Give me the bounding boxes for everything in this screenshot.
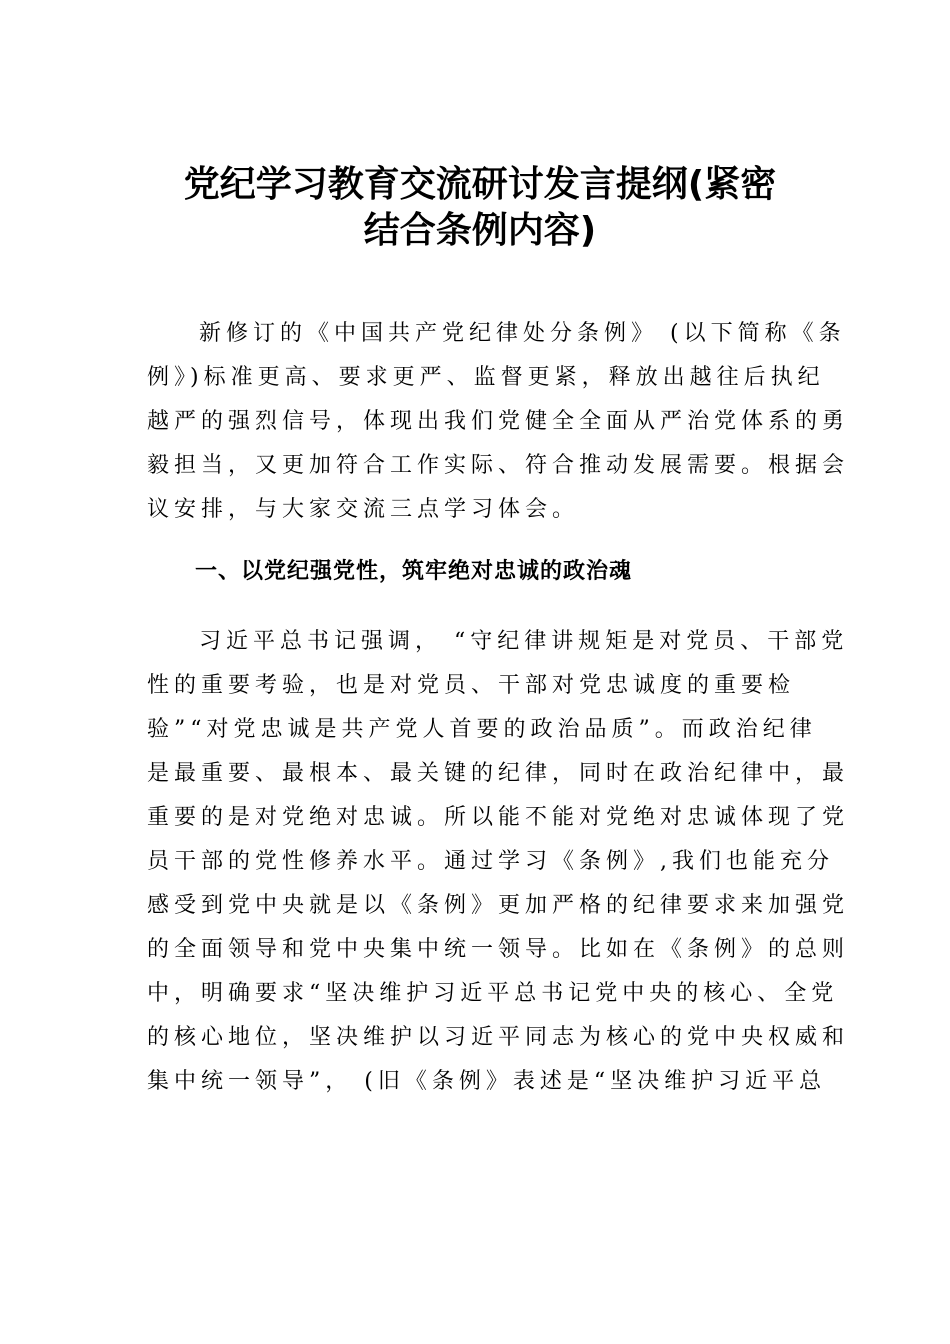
- body-line: 员干部的党性修养水平。通过学习《条例》,我们也能充分: [147, 849, 834, 874]
- section-heading: 一、以党纪强党性，筑牢绝对忠诚的政治魂: [195, 559, 633, 584]
- body-line: 重要的是对党绝对忠诚。所以能不能对党绝对忠诚体现了党: [147, 805, 850, 830]
- body-line: 中，明确要求“坚决维护习近平总书记党中央的核心、全党: [147, 981, 839, 1006]
- body-line: 习近平总书记强调， “守纪律讲规矩是对党员、干部党: [199, 629, 849, 654]
- body-line: 集中统一领导”， (旧《条例》表述是“坚决维护习近平总: [147, 1069, 827, 1094]
- document-title: [150, 162, 810, 254]
- intro-line: 新修订的《中国共产党纪律处分条例》 (以下简称《条: [199, 321, 846, 346]
- body-line: 感受到党中央就是以《条例》更加严格的纪律要求来加强党: [147, 893, 850, 918]
- title-line-1: 党纪学习教育交流研讨发言提纲(紧密: [183, 164, 777, 205]
- intro-line: 议安排，与大家交流三点学习体会。: [147, 497, 580, 522]
- body-line: 是最重要、最根本、最关键的纪律，同时在政治纪律中，最: [147, 761, 850, 786]
- body-line: 验”“对党忠诚是共产党人首要的政治品质”。而政治纪律: [147, 717, 817, 742]
- body-line: 的核心地位，坚决维护以习近平同志为核心的党中央权威和: [147, 1025, 850, 1050]
- intro-line: 越严的强烈信号，体现出我们党健全全面从严治党体系的勇: [147, 409, 850, 434]
- body-line: 的全面领导和党中央集中统一领导。比如在《条例》的总则: [147, 937, 850, 962]
- body-paragraph: [147, 620, 850, 1104]
- intro-line: 毅担当，又更加符合工作实际、符合推动发展需要。根据会: [147, 453, 850, 478]
- body-line: 性的重要考验，也是对党员、干部对党忠诚度的重要检: [147, 673, 796, 698]
- title-line-2: 结合条例内容): [363, 210, 597, 251]
- intro-line: 例》)标准更高、要求更严、监督更紧，释放出越往后执纪: [147, 365, 825, 390]
- intro-paragraph: [147, 312, 850, 532]
